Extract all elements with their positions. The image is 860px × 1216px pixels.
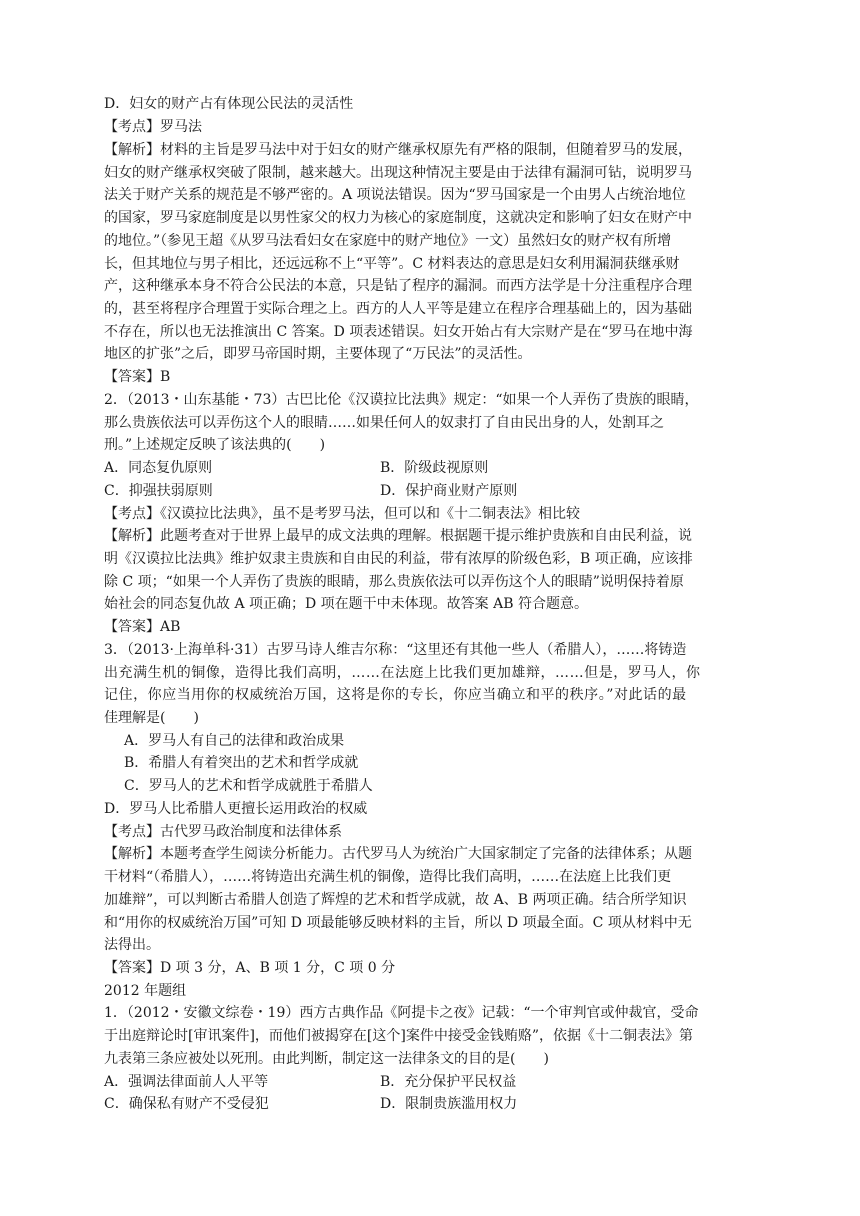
text-line: 地区的扩张”之后，即罗马帝国时期，主要体现了“万民法”的灵活性。 xyxy=(104,346,532,362)
text-line: 的，甚至将程序合理置于实际合理之上。西方的人人平等是建立在程序合理基础上的，因为基础 xyxy=(104,301,692,317)
option-a: A．强调法律面前人人平等 xyxy=(104,1074,269,1090)
text-line: 【考点】古代罗马政治制度和法律体系 xyxy=(104,824,342,840)
question-1: 1．（2012・安徽文综卷・19）西方古典作品《阿提卡之夜》记载：“一个审判官或仲裁官，受命 xyxy=(104,1005,699,1021)
text-line: 刑。”上述规定反映了该法典的( ) xyxy=(104,437,326,453)
text-line: 【解析】材料的主旨是罗马法中对于妇女的财产继承权原先有严格的限制，但随着罗马的发展， xyxy=(104,142,692,158)
question-2: 2．（2013・山东基能・73）古巴比伦《汉谟拉比法典》规定：“如果一个人弄伤了贵族的眼睛， xyxy=(104,392,699,408)
option-d: D．限制贵族滥用权力 xyxy=(380,1096,518,1112)
text-line: 佳理解是( ) xyxy=(104,710,199,726)
option-d: D．保护商业财产原则 xyxy=(380,483,518,499)
text-line: 始社会的同态复仇故 A 项正确；D 项在题干中未体现。故答案 AB 符合题意。 xyxy=(104,596,588,612)
text-line: 那么贵族依法可以弄伤这个人的眼睛……如果任何人的奴隶打了自由民出身的人，处割耳之 xyxy=(104,415,664,431)
text-line: 的地位。”（参见王超《从罗马法看妇女在家庭中的财产地位》一文）虽然妇女的财产权有所增 xyxy=(104,233,672,249)
option-c: C．罗马人的艺术和哲学成就胜于希腊人 xyxy=(124,778,373,794)
text-line: 明《汉谟拉比法典》维护奴隶主贵族和自由民的利益，带有浓厚的阶级色彩，B 项正确，应该排 xyxy=(104,551,693,567)
option-b: B．阶级歧视原则 xyxy=(380,460,489,476)
option-a: A．罗马人有自己的法律和政治成果 xyxy=(124,733,345,749)
option-a: A．同态复仇原则 xyxy=(104,460,213,476)
text-line: 产，这种继承本身不符合公民法的本意，只是钻了程序的漏洞。而西方法学是十分注重程序合理 xyxy=(104,278,692,294)
text-line: D．妇女的财产占有体现公民法的灵活性 xyxy=(104,96,354,112)
text-line: 【考点】《汉谟拉比法典》，虽不是考罗马法，但可以和《十二铜表法》相比较 xyxy=(104,506,580,522)
option-d: D．罗马人比希腊人更擅长运用政治的权威 xyxy=(104,801,368,817)
option-c: C．抑强扶弱原则 xyxy=(104,483,213,499)
text-line: 【解析】此题考查对于世界上最早的成文法典的理解。根据题干提示维护贵族和自由民利益，说 xyxy=(104,528,692,544)
text-line: 法得出。 xyxy=(104,937,160,953)
text-line: 【考点】罗马法 xyxy=(104,119,202,135)
text-line: 长，但其地位与男子相比，还远远称不上“平等”。C 材料表达的意思是妇女利用漏洞获继承财 xyxy=(104,256,680,272)
option-c: C．确保私有财产不受侵犯 xyxy=(104,1096,269,1112)
answer-line: 【答案】AB xyxy=(104,619,181,635)
text-line: 法关于财产关系的规范是不够严密的。A 项说法错误。因为“罗马国家是一个由男人占统治地位 xyxy=(104,187,686,203)
text-line: 出充满生机的铜像，造得比我们高明，……在法庭上比我们更加雄辩，……但是，罗马人，你 xyxy=(104,665,701,681)
text-line: 于出庭辩论时[审讯案件]，而他们被揭穿在[这个]案件中接受金钱贿赂”，依据《十二铜表法》第 xyxy=(104,1028,694,1044)
option-b: B．希腊人有着突出的艺术和哲学成就 xyxy=(124,755,359,771)
text-line: 的国家，罗马家庭制度是以男性家父的权力为核心的家庭制度，这就决定和影响了妇女在财产中 xyxy=(104,210,692,226)
option-b: B．充分保护平民权益 xyxy=(380,1074,517,1090)
text-line: 和“用你的权威统治万国”可知 D 项最能够反映材料的主旨，所以 D 项最全面。C 项从材料中无 xyxy=(104,915,692,931)
answer-line: 【答案】B xyxy=(104,369,171,385)
section-heading: 2012 年题组 xyxy=(104,983,187,999)
text-line: 加雄辩”，可以判断古希腊人创造了辉煌的艺术和哲学成就，故 A、B 两项正确。结合所学知识 xyxy=(104,892,687,908)
text-line: 【解析】本题考查学生阅读分析能力。古代罗马人为统治广大国家制定了完备的法律体系；从题 xyxy=(104,846,692,862)
question-3: 3．（2013·上海单科·31）古罗马诗人维吉尔称：“这里还有其他一些人（希腊人），……将铸造 xyxy=(104,642,687,658)
text-line: 不存在，所以也无法推演出 C 答案。D 项表述错误。妇女开始占有大宗财产是在“罗马在地中海 xyxy=(104,324,693,340)
text-line: 干材料“（希腊人），……将铸造出充满生机的铜像，造得比我们高明，……在法庭上比我们更 xyxy=(104,869,672,885)
text-line: 妇女的财产继承权突破了限制，越来越大。出现这种情况主要是由于法律有漏洞可钻，说明罗马 xyxy=(104,165,692,181)
text-line: 记住，你应当用你的权威统治万国，这将是你的专长，你应当确立和平的秩序。”对此话的最 xyxy=(104,687,687,703)
answer-line: 【答案】D 项 3 分，A、B 项 1 分，C 项 0 分 xyxy=(104,960,396,976)
text-line: 九表第三条应被处以死刑。由此判断，制定这一法律条文的目的是( ) xyxy=(104,1051,549,1067)
text-line: 除 C 项；“如果一个人弄伤了贵族的眼睛，那么贵族依法可以弄伤这个人的眼睛”说明保持着原 xyxy=(104,574,684,590)
